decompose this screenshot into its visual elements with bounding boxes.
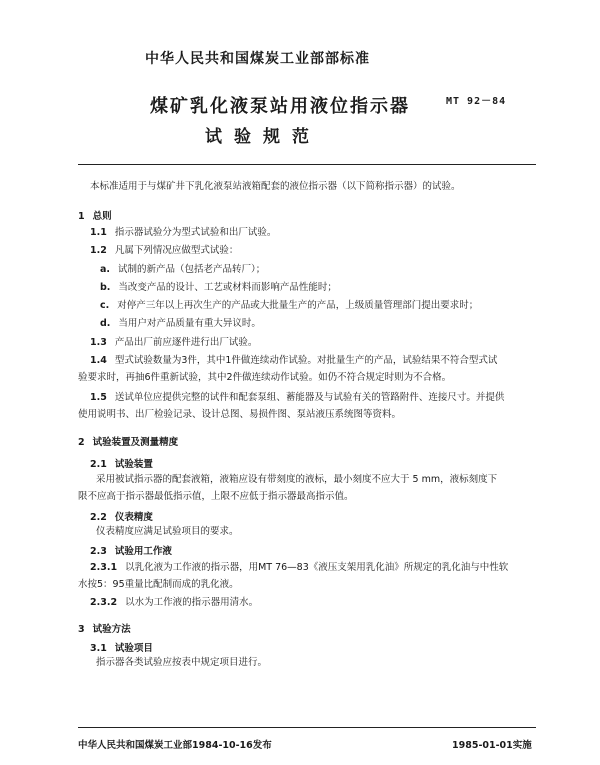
intro-paragraph: 本标准适用于与煤矿井下乳化液泵站液箱配套的液位指示器（以下简称指示器）的试验。	[90, 181, 461, 192]
clause-number: 2.3.2	[90, 597, 118, 608]
subsection-2-3-heading	[90, 543, 172, 557]
section-number: 3	[78, 624, 85, 635]
list-label: c.	[100, 300, 110, 311]
clause-number: 1.2	[90, 245, 107, 256]
subsection-2-1-heading	[90, 456, 153, 470]
clause-2-3-2	[90, 597, 258, 609]
subsection-3-1-heading	[90, 640, 153, 654]
list-item-c	[100, 300, 478, 312]
clause-number: 2.3	[90, 546, 107, 557]
list-label: b.	[100, 282, 111, 293]
clause-number: 1.4	[90, 355, 107, 366]
clause-text: 以乳化液为工作液的指示器，用MT 76—83《液压支架用乳化油》所规定的乳化油与中性软	[125, 562, 509, 573]
section-title: 试验方法	[92, 624, 131, 635]
section-number: 1	[78, 211, 85, 222]
clause-1-2	[90, 245, 238, 257]
clause-number: 2.3.1	[90, 562, 118, 573]
list-item-b	[100, 282, 337, 294]
subsection-2-1-cont: 限不应高于指示器最低指示值，上限不应低于指示器最高指示值。	[78, 491, 354, 502]
clause-text: 指示器试验分为型式试验和出厂试验。	[114, 227, 277, 238]
list-text: 当改变产品的设计、工艺或材料而影响产品性能时；	[118, 282, 337, 293]
clause-1-3	[90, 337, 257, 349]
clause-title: 仪表精度	[114, 512, 153, 523]
clause-1-5	[90, 392, 504, 404]
clause-2-3-1	[90, 562, 508, 574]
clause-1-5-cont: 使用说明书、出厂检验记录、设计总图、易损件图、泵站液压系统图等资料。	[78, 409, 402, 420]
clause-1-4-cont: 验要求时，再抽6件重新试验，其中2件做连续动作试验。如仍不符合规定时则为不合格。	[78, 372, 452, 383]
subsection-2-2-text: 仪表精度应满足试验项目的要求。	[96, 526, 239, 537]
list-item-a	[100, 264, 265, 276]
footer-divider	[78, 727, 536, 728]
clause-number: 2.1	[90, 459, 107, 470]
clause-text: 以水为工作液的指示器用清水。	[125, 597, 259, 608]
section-title: 试验装置及测量精度	[92, 437, 179, 448]
effective-date: 1985-01-01实施	[452, 740, 532, 751]
standard-number: MT 92－84	[446, 96, 507, 107]
clause-number: 3.1	[90, 643, 107, 654]
clause-text: 凡属下列情况应做型式试验：	[114, 245, 239, 256]
clause-1-1	[90, 227, 276, 239]
document-title: 煤矿乳化液泵站用液位指示器	[150, 96, 410, 117]
clause-number: 1.1	[90, 227, 107, 238]
issuing-organization: 中华人民共和国煤炭工业部部标准	[145, 51, 370, 67]
list-text: 对停产三年以上再次生产的产品或大批量生产的产品，上级质量管理部门提出要求时；	[117, 300, 479, 311]
clause-title: 试验用工作液	[114, 546, 172, 557]
list-label: d.	[100, 318, 111, 329]
clause-title: 试验项目	[114, 643, 153, 654]
document-subtitle: 试验规范	[205, 127, 321, 147]
section-3-heading	[78, 621, 131, 635]
subsection-2-2-heading	[90, 509, 153, 523]
header-divider	[78, 164, 536, 165]
list-label: a.	[100, 264, 111, 275]
list-text: 当用户对产品质量有重大异议时。	[118, 318, 261, 329]
section-1-heading	[78, 208, 112, 222]
clause-2-3-1-cont: 水按5：95重量比配制而成的乳化液。	[78, 579, 239, 590]
clause-text: 型式试验数量为3件，其中1件做连续动作试验。对批量生产的产品，试验结果不符合型式试	[114, 355, 498, 366]
clause-number: 1.5	[90, 392, 107, 403]
clause-1-4	[90, 355, 497, 367]
clause-number: 2.2	[90, 512, 107, 523]
issue-date: 中华人民共和国煤炭工业部1984-10-16发布	[78, 740, 272, 751]
section-number: 2	[78, 437, 85, 448]
clause-text: 送试单位应提供完整的试件和配套泵组、蓄能器及与试验有关的管路附件、连接尺寸。并提供	[114, 392, 505, 403]
clause-text: 产品出厂前应逐件进行出厂试验。	[114, 337, 258, 348]
clause-number: 1.3	[90, 337, 107, 348]
section-title: 总则	[92, 211, 112, 222]
list-text: 试制的新产品（包括老产品转厂）；	[118, 264, 266, 275]
subsection-2-1-text: 采用被试指示器的配套液箱，液箱应设有带刻度的液标，最小刻度不应大于 5 mm，液标刻度下	[96, 474, 498, 485]
clause-title: 试验装置	[114, 459, 153, 470]
subsection-3-1-text: 指示器各类试验应按表中规定项目进行。	[96, 657, 268, 668]
list-item-d	[100, 318, 261, 330]
section-2-heading	[78, 434, 178, 448]
